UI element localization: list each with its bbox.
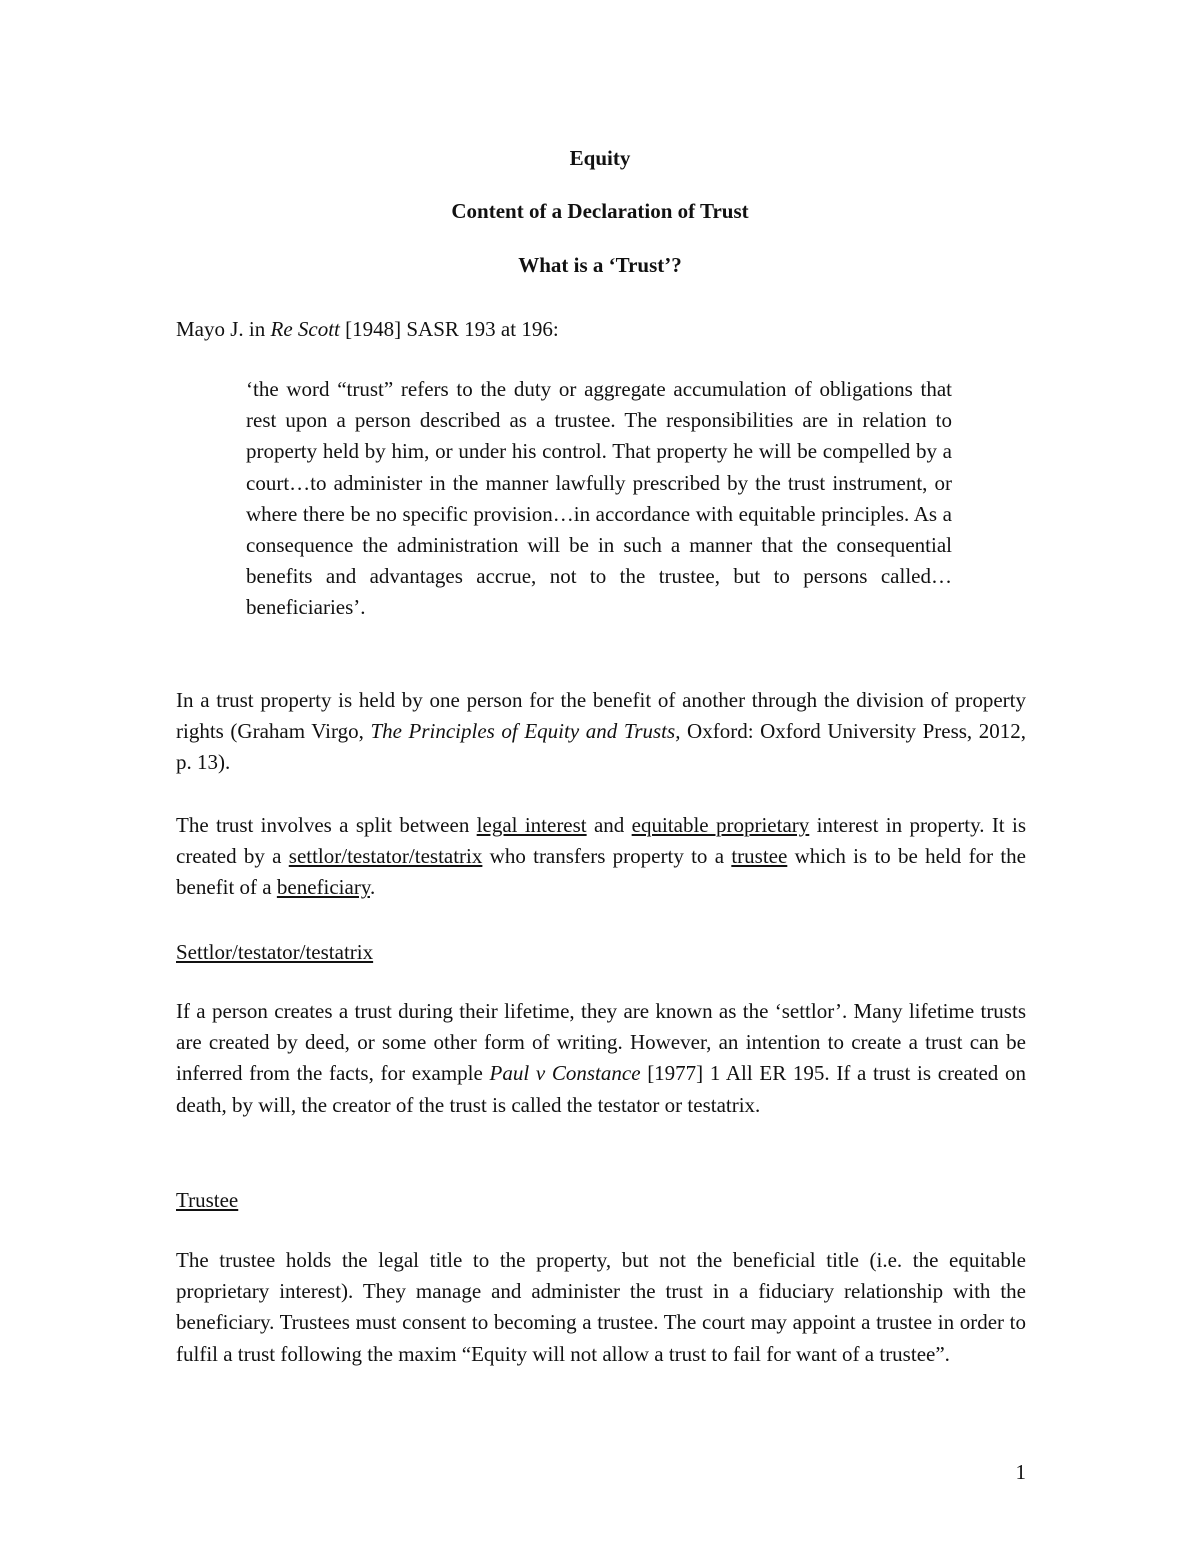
book-title: The Principles of Equity and Trusts,: [370, 719, 681, 744]
page-number: 1: [1015, 1460, 1026, 1484]
citation-case: Re Scott: [270, 317, 340, 341]
split-text-5: which is to be held for the benefit of a: [176, 844, 1027, 900]
term-trustee: trustee: [731, 844, 788, 869]
citation-suffix: [1948] SASR 193 at 196:: [339, 317, 559, 341]
settlor-case: Paul v Constance: [489, 1061, 641, 1086]
document-subtitle: Content of a Declaration of Trust: [451, 199, 749, 223]
settlor-text-before: If a person creates a trust during their lifetime, they are known as the ‘settlor’. Many lifetime trusts are created by deed, or some other form of writing. However, an intention to create a trust can be inferred from the facts, for example: [176, 999, 1026, 1086]
trustee-heading: Trustee: [176, 1188, 239, 1212]
citation-prefix: Mayo J. in: [176, 317, 271, 341]
settlor-heading: Settlor/testator/testatrix: [176, 940, 374, 964]
split-text-4: who transfers property to a: [482, 844, 732, 869]
term-beneficiary: beneficiary: [276, 875, 370, 900]
split-text-6: .: [369, 875, 376, 900]
split-text-2: and: [586, 813, 632, 837]
term-equitable-proprietary: equitable proprietary: [631, 813, 810, 837]
document-title: Equity: [569, 146, 631, 170]
definition-text-after: Oxford: Oxford University Press, 2012, p. 13).: [176, 719, 1026, 775]
paragraph-split: [176, 810, 1026, 904]
paragraph-trustee: The trustee holds the legal title to the property, but not the beneficial title (i.e. the equitable proprietary interest). They manage and administer the trust in a fiduciary relationship with the beneficiary. Trustees must consent to becoming a trustee. The court may appoint a trustee in order to fulfil a trust following the maxim “Equity will not allow a trust to fail for want of a trustee”.: [176, 1248, 1026, 1366]
term-legal-interest: legal interest: [476, 813, 587, 837]
paragraph-settlor: [176, 996, 1026, 1121]
term-settlor: settlor/testator/testatrix: [288, 844, 483, 869]
split-text-1: The trust involves a split between: [176, 813, 477, 837]
section-title: What is a ‘Trust’?: [518, 253, 682, 277]
definition-text-before: In a trust property is held by one person for the benefit of another through the division of property rights (Graham Virgo,: [176, 688, 1026, 744]
block-quote: ‘the word “trust” refers to the duty or aggregate accumulation of obligations that rest upon a person described as a trustee. The responsibilities are in relation to property held by him, or under his control. That property he will be compelled by a court…to administer in the manner lawfully prescribed by the trust instrument, or where there be no specific provision…in accordance with equitable principles. As a consequence the administration will be in such a manner that the consequential benefits and advantages accrue, not to the trustee, but to persons called…beneficiaries’.: [246, 377, 952, 620]
paragraph-definition: [176, 685, 1026, 779]
citation-line: [176, 314, 1026, 345]
split-text-3: interest in property. It is created by a: [176, 813, 1026, 869]
settlor-text-after: [1977] 1 All ER 195. If a trust is created on death, by will, the creator of the trust is called the testator or testatrix.: [176, 1061, 1026, 1117]
